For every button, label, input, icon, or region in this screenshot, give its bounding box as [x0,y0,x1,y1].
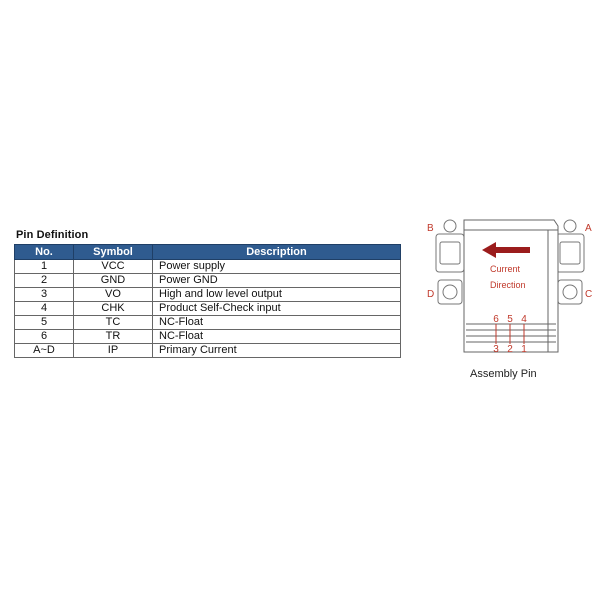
pin-description: Power supply [153,260,401,274]
pin-number-1: 1 [521,344,527,355]
pin-number-6: 6 [493,314,499,325]
corner-label-b: B [427,223,434,234]
pin-no: 3 [15,288,74,302]
diagram-caption: Assembly Pin [470,368,537,380]
pin-description: Product Self-Check input [153,302,401,316]
table-row [15,288,401,302]
header-no: No. [15,245,74,260]
pin-number-3: 3 [493,344,499,355]
pin-number-4: 4 [521,314,527,325]
pin-symbol: TR [74,330,153,344]
pin-no: A~D [15,344,74,358]
pin-no: 2 [15,274,74,288]
arrow-text-line1: Current [490,264,521,274]
table-header-row [15,245,401,260]
header-description: Description [153,245,401,260]
table-row [15,330,401,344]
table-row [15,344,401,358]
pin-description: High and low level output [153,288,401,302]
pin-symbol: VO [74,288,153,302]
pin-no: 1 [15,260,74,274]
corner-label-c: C [585,289,593,300]
pin-symbol: GND [74,274,153,288]
table-row [15,316,401,330]
table-row [15,260,401,274]
table-row [15,274,401,288]
pin-symbol: VCC [74,260,153,274]
pin-symbol: IP [74,344,153,358]
pin-symbol: CHK [74,302,153,316]
pin-definition-table [14,244,401,358]
pin-no: 4 [15,302,74,316]
pin-description: NC-Float [153,330,401,344]
pin-description: Power GND [153,274,401,288]
header-symbol: Symbol [74,245,153,260]
pin-definition-title: Pin Definition [16,229,89,241]
pin-number-5: 5 [507,314,513,325]
corner-label-d: D [427,289,435,300]
pin-number-2: 2 [507,344,513,355]
pin-symbol: TC [74,316,153,330]
assembly-pin-diagram [420,212,600,382]
table-row [15,302,401,316]
pin-description: NC-Float [153,316,401,330]
pin-no: 6 [15,330,74,344]
arrow-text-line2: Direction [490,280,526,290]
pin-no: 5 [15,316,74,330]
pin-description: Primary Current [153,344,401,358]
corner-label-a: A [585,223,592,234]
